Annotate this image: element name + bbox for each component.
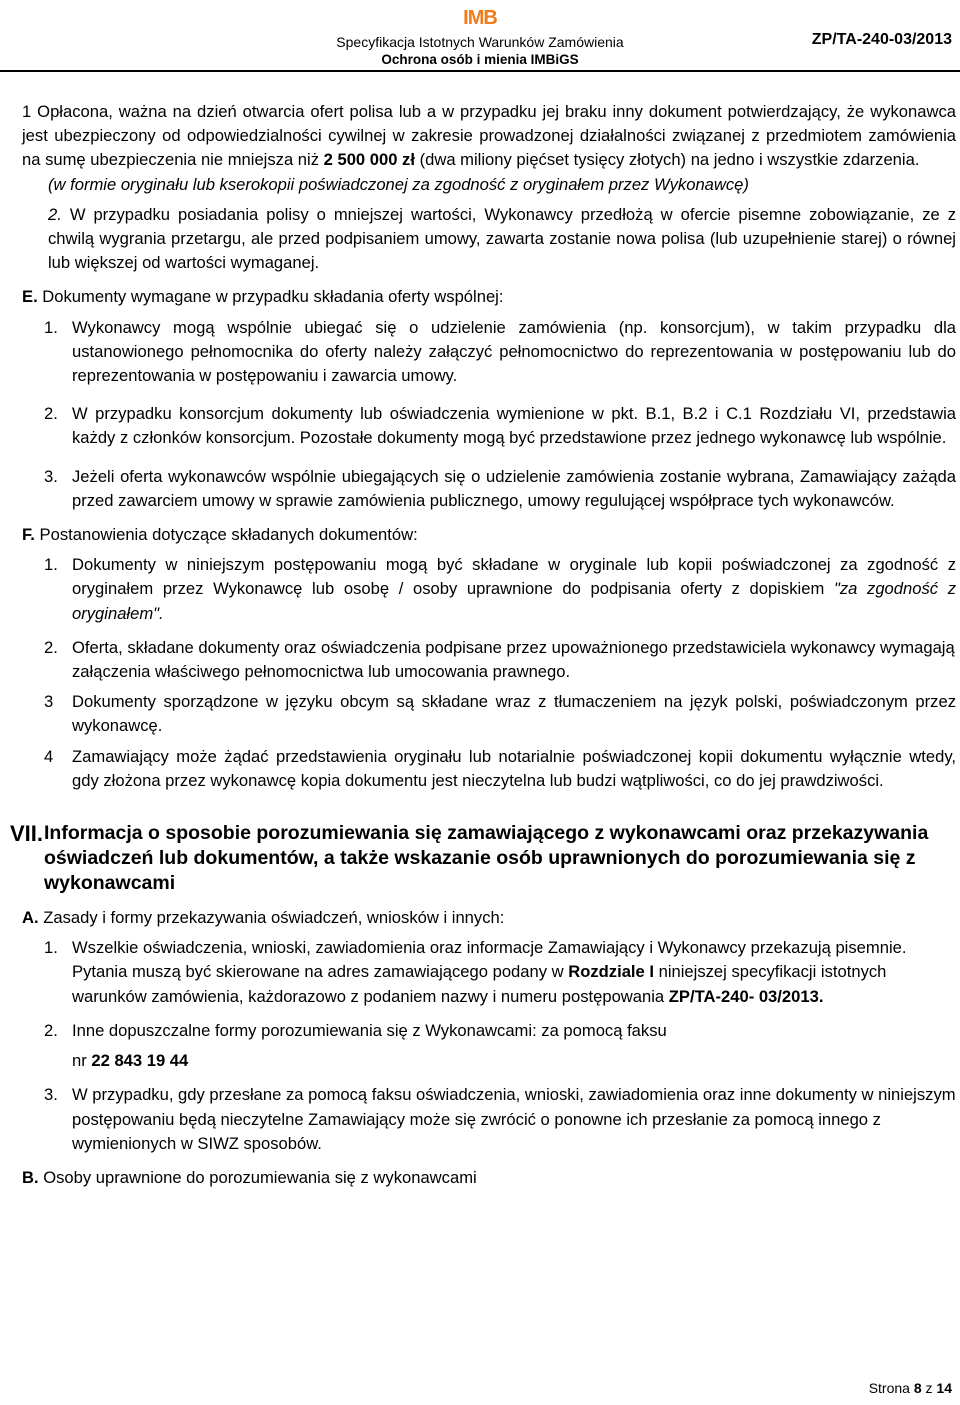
item-number: 3 [44, 692, 54, 712]
list-item [22, 316, 956, 389]
imbigs-logo [462, 6, 498, 30]
section-title: Dokumenty wymagane w przypadku składania oferty wspólnej: [37, 287, 504, 307]
item-text: W przypadku, gdy przesłane za pomocą faksu oświadczenia, wnioski, zawiadomienia oraz inne dokumenty w niniejszym postępowaniu będą nieczytelne Zamawiający może się zwrócić o ponowne ich przesłanie za pomocą innego z wymienionych w SIWZ sposobów. [72, 1085, 956, 1153]
item-number: 1. [44, 555, 58, 575]
page-current: 8 [913, 1380, 922, 1396]
section-vii-heading [10, 821, 956, 896]
section-e-heading [22, 285, 956, 309]
logo-text: IMB [463, 7, 497, 29]
fax-line [22, 1049, 956, 1073]
document-body [10, 100, 957, 1190]
list-item [22, 1083, 956, 1156]
item-number: 2. [44, 1020, 58, 1040]
section-a-heading [22, 906, 956, 930]
insurance-text-a: 1 Opłacona, ważna na dzień otwarcia ofert polisa lub a w przypadku jej braku inny dokument potwierdzający, że wykonawca jest ubezpieczony od odpowiedzialności cywilnej w zakresie prowadzonej działalności związanej z przedmiotem zamówienia na sumę ubezpieczenia nie mniejsza niż [22, 102, 956, 170]
item-text: Oferta, składane dokumenty oraz oświadczenia podpisane przez upoważnionego przedstawiciela wykonawcy wymagają załączenia właściwego pełnomocnictwa lub umocowania prawnego. [72, 637, 955, 682]
section-letter: A. [22, 908, 39, 928]
page-total: 14 [936, 1380, 952, 1396]
document-title: Specyfikacja Istotnych Warunków Zamówienia [336, 34, 624, 50]
item-number: 1. [44, 317, 58, 337]
item-text: Dokumenty sporządzone w języku obcym są składane wraz z tłumaczeniem na język polski, poświadczonym przez wykonawcę. [72, 692, 956, 736]
item-text: Wszelkie oświadczenia, wnioski, zawiadomienia oraz informacje Zamawiający i Wykonawcy przekazują pisemnie. Pytania muszą być skierowane na adres zamawiającego podany w [72, 938, 907, 982]
item-bold-text: Rozdziale I [568, 962, 654, 982]
list-item [22, 1019, 956, 1043]
item-text: Dokumenty w niniejszym postępowaniu mogą być składane w oryginale lub kopii poświadczonej za zgodność z oryginałem przez Wykonawcę lub osobę / osoby uprawnione do podpisania oferty z dopiskiem [72, 555, 956, 599]
section-roman-numeral: VII. [10, 821, 44, 847]
list-item [22, 745, 956, 793]
item-number: 3. [44, 1085, 58, 1105]
item-number: 3. [44, 466, 58, 486]
reference-number: ZP/TA-240-03/2013 [811, 31, 952, 48]
procedure-number: ZP/TA-240- 03/2013. [668, 986, 824, 1006]
item-number: 1. [44, 938, 58, 958]
page-header [0, 0, 960, 72]
list-item [22, 553, 956, 626]
section-title: Postanowienia dotyczące składanych dokumentów: [34, 525, 418, 545]
list-item [22, 636, 956, 684]
fax-number: 22 843 19 44 [91, 1051, 189, 1071]
item-italic-text: "za zgodność z oryginałem". [72, 579, 957, 623]
section-letter: F. [22, 525, 35, 545]
policy-value-text: W przypadku posiadania polisy o mniejszej wartości, Wykonawcy przedłożą w ofercie pisemne zobowiązanie, ze z chwilą wygrania przetargu, ale przed podpisaniem umowy, zawarta zostanie nowa polisa (lub uzupełnienie starej) o równej lub większej od wartości wymaganej. [48, 204, 956, 273]
section-letter: B. [22, 1167, 39, 1187]
insurance-note: (w formie oryginału lub kserokopii poświadczonej za zgodność z oryginałem przez Wykonawcę) [48, 174, 749, 194]
item-text: Zamawiający może żądać przedstawienia oryginału lub notarialnie poświadczonej kopii dokumentu wyłącznie wtedy, gdy złożona przez wykonawcę kopia dokumentu jest nieczytelna lub budzi wątpliwości, co do jej prawdziwości. [72, 746, 956, 790]
page-label: Strona [868, 1380, 914, 1396]
page-footer [869, 1380, 952, 1396]
insurance-amount: 2 500 000 zł [323, 150, 415, 170]
list-item [22, 936, 956, 1009]
section-title: Zasady i formy przekazywania oświadczeń, wniosków i innych: [38, 908, 505, 928]
item-text: W przypadku konsorcjum dokumenty lub oświadczenia wymienione w pkt. B.1, B.2 i C.1 Rozdziału VI, przedstawia każdy z członków konsorcjum. Pozostałe dokumenty mogą być przedstawione przez jednego wykonawcę lub wspólnie. [72, 404, 956, 448]
item-text: niniejszej specyfikacji istotnych warunków zamówienia, każdorazowo z podaniem nazwy i numeru postępowania [72, 962, 887, 1006]
paragraph-insurance [22, 100, 956, 173]
paragraph-policy-value [48, 203, 956, 276]
list-item [22, 690, 956, 738]
list-item [22, 402, 956, 450]
document-subtitle: Ochrona osób i mienia IMBiGS [381, 52, 579, 67]
list-item [22, 465, 956, 513]
item-text: Inne dopuszczalne formy porozumiewania się z Wykonawcami: za pomocą faksu [72, 1020, 667, 1040]
section-f-heading [22, 523, 956, 547]
item-number: 4 [44, 746, 54, 766]
item-text: Jeżeli oferta wykonawców wspólnie ubiegających się o udzielenie zamówienia zostanie wybrana, Zamawiający zażąda przed zawarciem umowy w sprawie zamówienia publicznego, umowy regulującej współprace tych wykonawców. [72, 466, 956, 510]
item-number: 2. [44, 404, 58, 424]
paragraph-number: 2. [48, 204, 62, 224]
fax-prefix: nr [72, 1051, 92, 1071]
section-letter: E. [22, 287, 38, 307]
insurance-text-b: (dwa miliony pięćset tysięcy złotych) na jedno i wszystkie zdarzenia. [414, 150, 920, 170]
section-vii-title: Informacja o sposobie porozumiewania się zamawiającego z wykonawcami oraz przekazywania oświadczeń lub dokumentów, a także wskazanie osób uprawnionych do porozumiewania się z wykonawcami [44, 822, 929, 895]
item-number: 2. [44, 637, 58, 657]
section-title: Osoby uprawnione do porozumiewania się z wykonawcami [38, 1167, 477, 1187]
header-divider [0, 70, 960, 72]
page-separator: z [921, 1380, 937, 1396]
section-b-heading [22, 1166, 956, 1190]
item-text: Wykonawcy mogą wspólnie ubiegać się o udzielenie zamówienia (np. konsorcjum), w takim przypadku dla ustanowionego pełnomocnika do oferty należy załączyć pełnomocnictwo do reprezentowania w postępowaniu lub do reprezentowania w postępowaniu i zawarcia umowy. [72, 317, 956, 386]
